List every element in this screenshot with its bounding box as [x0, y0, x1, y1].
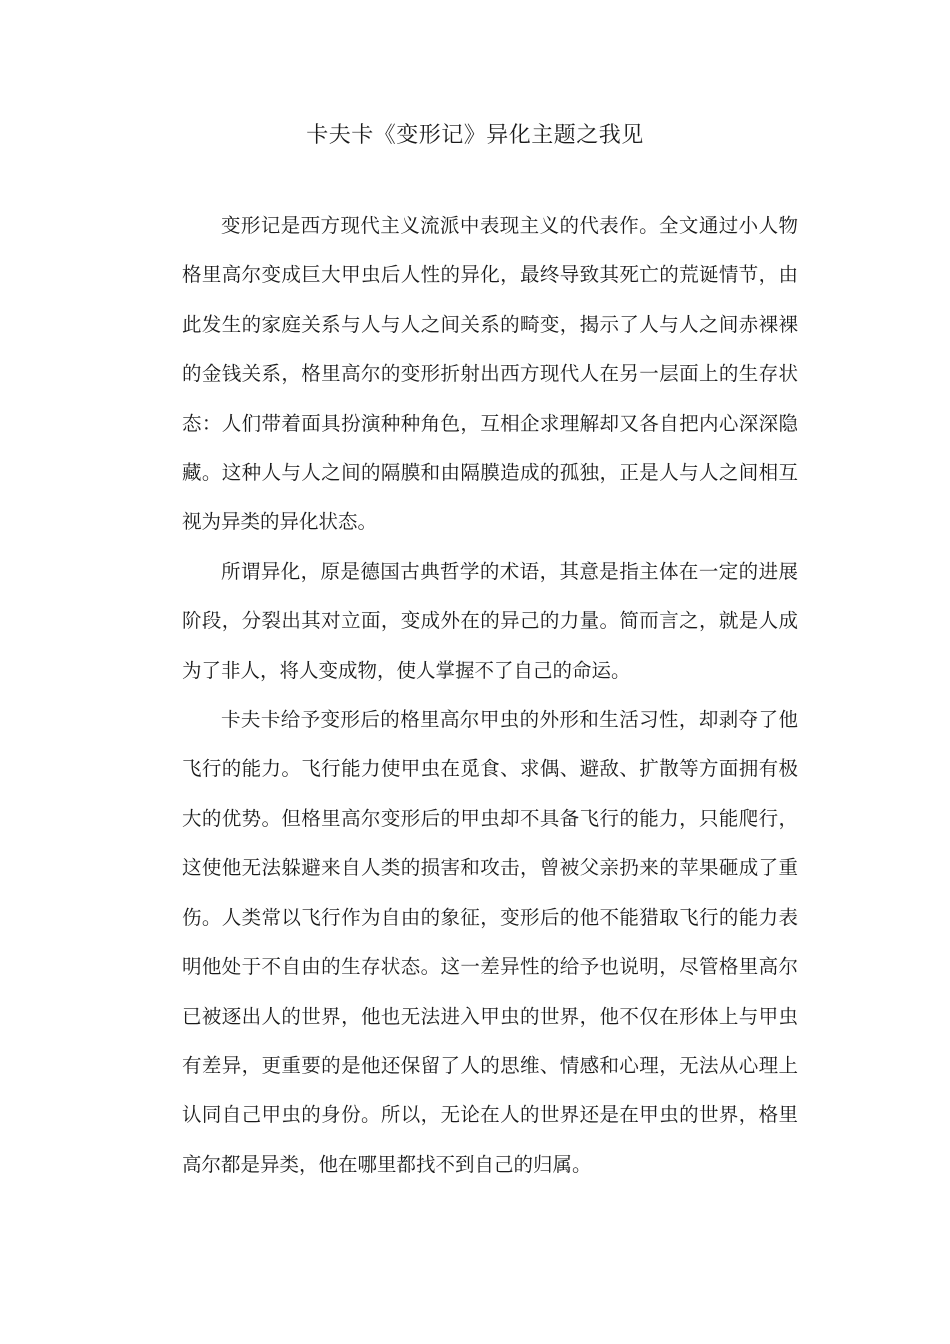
paragraph-2: 所谓异化，原是德国古典哲学的术语，其意是指主体在一定的进展阶段，分裂出其对立面，变成外在的异己的力量。简而言之，就是人成为了非人，将人变成物，使人掌握不了自己的命运。 [182, 559, 798, 682]
paragraph-3: 卡夫卡给予变形后的格里高尔甲虫的外形和生活习性，却剥夺了他飞行的能力。飞行能力使甲虫在觅食、求偶、避敌、扩散等方面拥有极大的优势。但格里高尔变形后的甲虫却不具备飞行的能力，只能爬行，这使他无法躲避来自人类的损害和攻击，曾被父亲扔来的苹果砸成了重伤。人类常以飞行作为自由的象征，变形后的他不能猎取飞行的能力表明他处于不自由的生存状态。这一差异性的给予也说明，尽管格里高尔已被逐出人的世界，他也无法进入甲虫的世界，他不仅在形体上与甲虫有差异，更重要的是他还保留了人的思维、情感和心理，无法从心理上认同自己甲虫的身份。所以，无论在人的世界还是在甲虫的世界，格里高尔都是异类，他在哪里都找不到自己的归属。 [182, 708, 798, 1176]
document-title: 卡夫卡《变形记》异化主题之我见 [306, 123, 644, 148]
document-body [182, 201, 798, 1189]
paragraph-1: 变形记是西方现代主义流派中表现主义的代表作。全文通过小人物格里高尔变成巨大甲虫后人性的异化，最终导致其死亡的荒诞情节，由此发生的家庭关系与人与人之间关系的畸变，揭示了人与人之间赤裸裸的金钱关系，格里高尔的变形折射出西方现代人在另一层面上的生存状态：人们带着面具扮演种种角色，互相企求理解却又各自把内心深深隐藏。这种人与人之间的隔膜和由隔膜造成的孤独，正是人与人之间相互视为异类的异化状态。 [182, 214, 798, 534]
